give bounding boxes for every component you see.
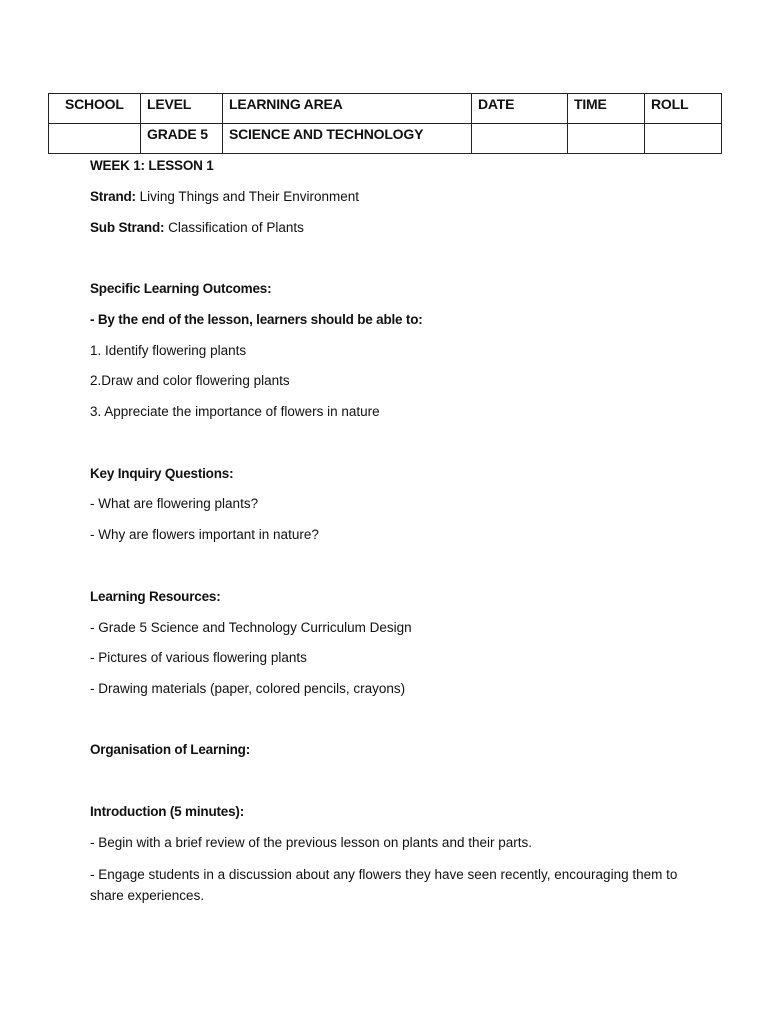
organisation-heading: Organisation of Learning: <box>90 742 251 757</box>
resources-heading: Learning Resources: <box>90 589 221 604</box>
header-cell-level: LEVEL <box>141 94 223 124</box>
outcome-item: 3. Appreciate the importance of flowers in nature <box>90 404 380 419</box>
cell-level: GRADE 5 <box>141 124 223 154</box>
outcomes-intro: - By the end of the lesson, learners should be able to: <box>90 312 423 327</box>
strand-label: Strand: <box>90 189 136 204</box>
header-cell-learning-area: LEARNING AREA <box>223 94 472 124</box>
inquiry-heading: Key Inquiry Questions: <box>90 466 234 481</box>
cell-learning-area: SCIENCE AND TECHNOLOGY <box>223 124 472 154</box>
cell-roll <box>645 124 722 154</box>
header-cell-time: TIME <box>568 94 645 124</box>
header-cell-school: SCHOOL <box>49 94 141 124</box>
resource-item: - Grade 5 Science and Technology Curriculum Design <box>90 620 412 635</box>
sub-strand-line <box>90 219 304 236</box>
introduction-heading: Introduction (5 minutes): <box>90 804 244 819</box>
sub-strand-value: Classification of Plants <box>168 220 304 235</box>
sub-strand-label: Sub Strand: <box>90 220 165 235</box>
header-cell-date: DATE <box>472 94 568 124</box>
cell-date <box>472 124 568 154</box>
introduction-item: - Engage students in a discussion about any flowers they have seen recently, encouraging them to share experiences. <box>90 867 678 903</box>
table-header-row <box>49 94 722 124</box>
outcome-item: 2.Draw and color flowering plants <box>90 373 290 388</box>
resource-item: - Pictures of various flowering plants <box>90 650 307 665</box>
strand-line <box>90 188 359 205</box>
resource-item: - Drawing materials (paper, colored pencils, crayons) <box>90 681 406 696</box>
outcome-item: 1. Identify flowering plants <box>90 343 247 358</box>
introduction-item: - Begin with a brief review of the previous lesson on plants and their parts. <box>90 835 532 850</box>
table-row <box>49 124 722 154</box>
inquiry-item: - Why are flowers important in nature? <box>90 527 319 542</box>
header-cell-roll: ROLL <box>645 94 722 124</box>
cell-time <box>568 124 645 154</box>
outcomes-heading: Specific Learning Outcomes: <box>90 281 272 296</box>
cell-school <box>49 124 141 154</box>
lesson-header-table <box>48 93 722 154</box>
inquiry-item: - What are flowering plants? <box>90 496 259 511</box>
strand-value: Living Things and Their Environment <box>139 189 359 204</box>
week-lesson-title: WEEK 1: LESSON 1 <box>90 158 214 173</box>
